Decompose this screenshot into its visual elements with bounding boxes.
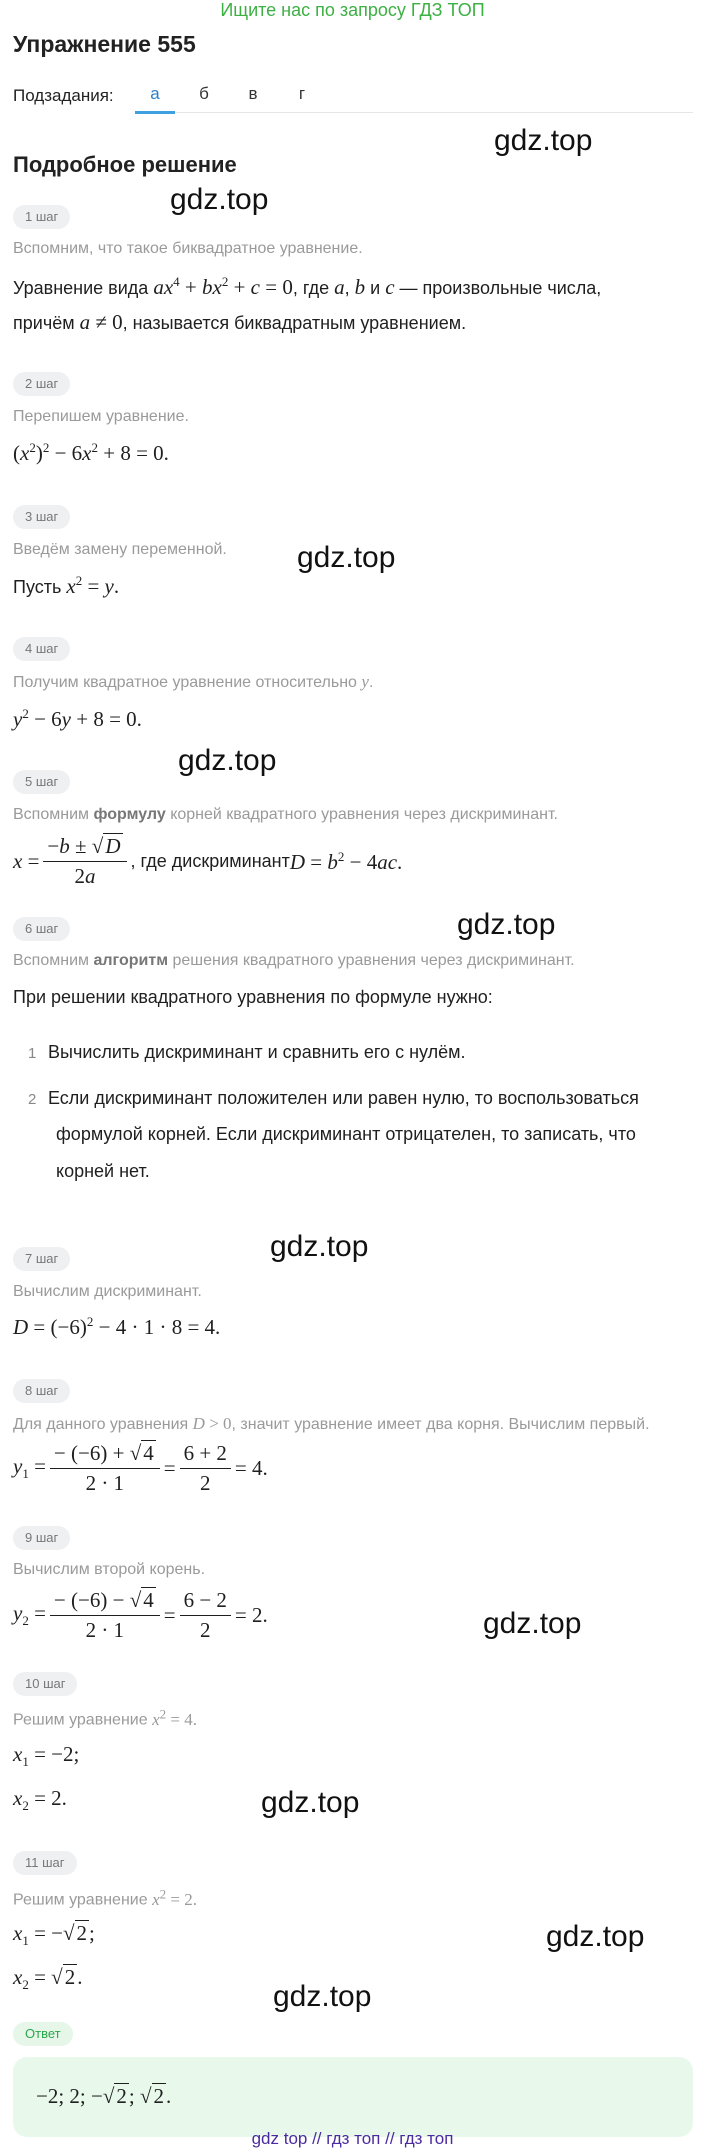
- list-item: Вычислить дискриминант и сравнить его с нулём.: [48, 1042, 466, 1062]
- step-hint: Для данного уравнения D > 0, значит уравнение имеет два корня. Вычислим первый.: [13, 1414, 650, 1433]
- step-hint: Решим уравнение $x^2 = 2$.: [13, 1886, 197, 1909]
- tabs-divider: [135, 112, 693, 113]
- watermark: gdz.top: [170, 183, 269, 216]
- answer-badge: Ответ: [13, 2022, 73, 2046]
- subtasks-label: Подзадания:: [13, 86, 114, 105]
- step-text: Уравнение вида $ax^4 + bx^2 + c = 0$, где a, b и c — произвольные числа,: [13, 274, 602, 299]
- step-hint: Вычислим дискриминант.: [13, 1283, 202, 1300]
- step-badge: 10 шаг: [13, 1672, 77, 1696]
- step-badge: 9 шаг: [13, 1526, 70, 1550]
- footer-links[interactable]: gdz top // гдз топ // гдз топ: [251, 2129, 454, 2148]
- watermark: gdz.top: [297, 541, 396, 574]
- formula: x = $\frac{-b \pm √D}{2a}$ , где дискриминант $D = b^2 - 4ac$.: [13, 834, 403, 888]
- watermark: gdz.top: [546, 1920, 645, 1953]
- equation: $x_2 = √2$.: [13, 1965, 83, 1993]
- page-title: Упражнение 555: [13, 31, 196, 57]
- step-badge: 2 шаг: [13, 372, 70, 396]
- step-badge: 1 шаг: [13, 205, 70, 229]
- step-badge: 7 шаг: [13, 1247, 70, 1271]
- step-hint: Вспомним формулу корней квадратного уравнения через дискриминант.: [13, 806, 558, 823]
- step-badge: 6 шаг: [13, 917, 70, 941]
- list-item: формулой корней. Если дискриминант отрицателен, то записать, что: [56, 1124, 636, 1144]
- equation: $y_2$ = $\frac{- (-6) - √4}{2 \cdot 1}$ = $\frac{6 - 2}{2}$ = 2.: [13, 1588, 268, 1642]
- equation: $y^2 - 6y + 8 = 0$.: [13, 706, 142, 731]
- step-badge: 8 шаг: [13, 1379, 70, 1403]
- answer-value: −2; 2; −√2; √2.: [36, 2084, 172, 2108]
- equation: $(x^2)^2 - 6x^2 + 8 = 0$.: [13, 440, 169, 465]
- step-hint: Вычислим второй корень.: [13, 1561, 206, 1578]
- step-hint: Вспомним алгоритм решения квадратного уравнения через дискриминант.: [13, 952, 575, 969]
- step-text: причём a ≠ 0, называется биквадратным уравнением.: [13, 310, 467, 334]
- step-badge: 5 шаг: [13, 770, 70, 794]
- step-hint: Перепишем уравнение.: [13, 408, 189, 425]
- step-text: Пусть $x^2 = y$.: [13, 573, 120, 598]
- watermark: gdz.top: [494, 124, 593, 157]
- step-hint: Получим квадратное уравнение относительно y.: [13, 672, 374, 691]
- watermark: gdz.top: [457, 908, 556, 941]
- list-item: корней нет.: [56, 1161, 150, 1181]
- watermark: gdz.top: [273, 1980, 372, 2013]
- equation: $D = (-6)^2 - 4 \cdot 1 \cdot 8 = 4$.: [13, 1314, 221, 1339]
- list-number: 1: [28, 1045, 37, 1062]
- step-text: При решении квадратного уравнения по формуле нужно:: [13, 987, 493, 1007]
- solution-heading: Подробное решение: [13, 152, 237, 177]
- equation: $x_2 = 2$.: [13, 1786, 67, 1814]
- list-item: Если дискриминант положителен или равен нулю, то воспользоваться: [48, 1088, 639, 1108]
- active-tab-indicator: [135, 111, 175, 114]
- tab-subtask-v[interactable]: в: [248, 84, 258, 103]
- watermark: gdz.top: [261, 1786, 360, 1819]
- watermark: gdz.top: [178, 744, 277, 777]
- watermark: gdz.top: [483, 1607, 582, 1640]
- equation: $x_1 = -√2$;: [13, 1921, 95, 1949]
- step-hint: Вспомним, что такое биквадратное уравнение.: [13, 240, 363, 257]
- equation: $y_1$ = $\frac{- (-6) + √4}{2 \cdot 1}$ = $\frac{6 + 2}{2}$ = 4.: [13, 1441, 268, 1495]
- watermark: gdz.top: [270, 1230, 369, 1263]
- step-hint: Введём замену переменной.: [13, 541, 227, 558]
- equation: $x_1 = -2$;: [13, 1742, 80, 1770]
- tab-subtask-g[interactable]: г: [298, 84, 306, 103]
- step-badge: 4 шаг: [13, 637, 70, 661]
- list-number: 2: [28, 1091, 37, 1108]
- tab-subtask-a[interactable]: а: [150, 84, 160, 103]
- search-banner: Ищите нас по запросу ГДЗ ТОП: [220, 0, 485, 20]
- step-badge: 3 шаг: [13, 505, 70, 529]
- tab-subtask-b[interactable]: б: [199, 84, 209, 103]
- step-hint: Решим уравнение $x^2 = 4$.: [13, 1706, 197, 1729]
- step-badge: 11 шаг: [13, 1851, 77, 1875]
